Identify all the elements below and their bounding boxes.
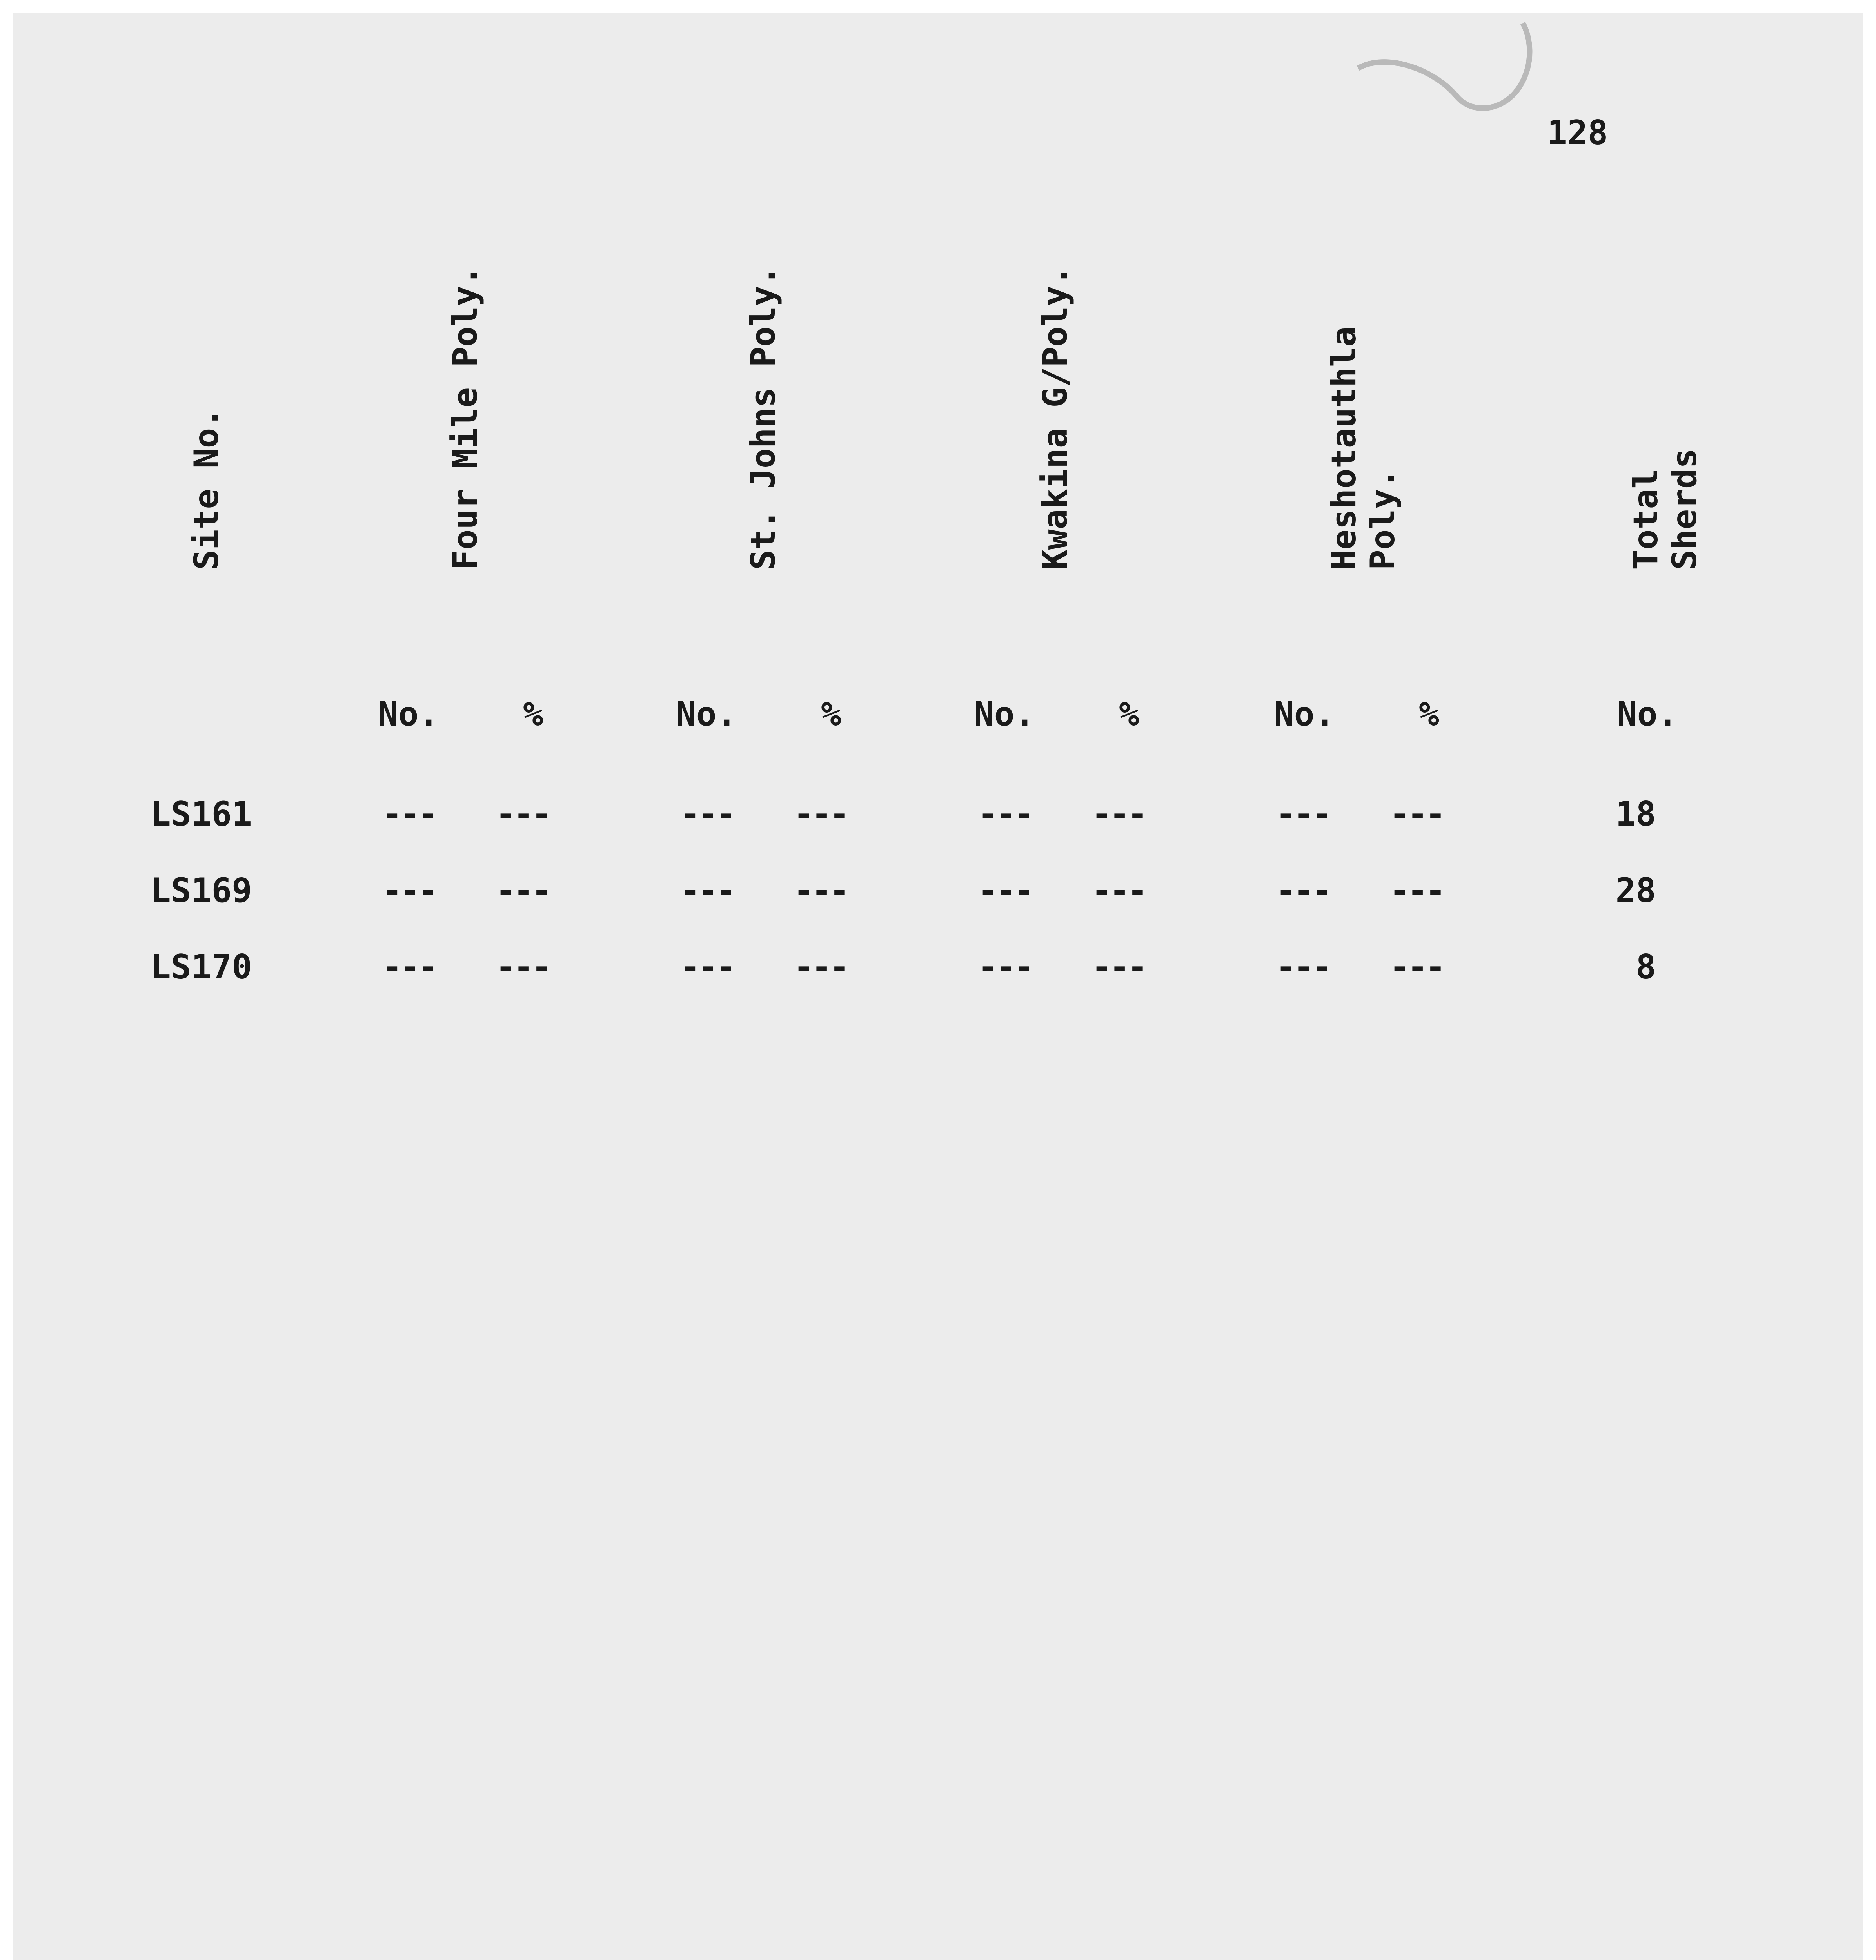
cell-dash: ---: [382, 947, 436, 987]
header-total-sherds: Total Sherds: [1626, 448, 1704, 570]
row-site: LS170: [151, 947, 252, 987]
subheader-no: No.: [974, 695, 1035, 734]
cell-dash: ---: [382, 795, 436, 834]
cell-dash: ---: [1276, 795, 1330, 834]
header-heshotauthla-poly: Heshotauthla Poly.: [1324, 326, 1402, 570]
cell-dash: ---: [496, 871, 550, 910]
row-total: 28: [1615, 871, 1656, 910]
cell-dash: ---: [1091, 795, 1146, 834]
subheader-pct: %: [821, 695, 841, 734]
cell-dash: ---: [794, 871, 848, 910]
cell-dash: ---: [382, 871, 436, 910]
cell-dash: ---: [1389, 947, 1444, 987]
cell-dash: ---: [496, 947, 550, 987]
row-site: LS161: [151, 795, 252, 834]
header-four-mile-poly: Four Mile Poly.: [446, 265, 485, 570]
subheader-pct: %: [1419, 695, 1439, 734]
cell-dash: ---: [1389, 871, 1444, 910]
subheader-pct: %: [523, 695, 543, 734]
cell-dash: ---: [680, 871, 734, 910]
row-total: 8: [1636, 947, 1656, 987]
row-total: 18: [1615, 795, 1656, 834]
header-site-no: Site No.: [187, 407, 226, 570]
cell-dash: ---: [794, 947, 848, 987]
header-kwakina-poly: Kwakina G/Poly.: [1036, 265, 1075, 570]
subheader-pct: %: [1119, 695, 1139, 734]
cell-dash: ---: [1276, 871, 1330, 910]
subheader-no: No.: [1274, 695, 1335, 734]
subheader-total-no: No.: [1617, 695, 1678, 734]
row-site: LS169: [151, 871, 252, 910]
cell-dash: ---: [1091, 947, 1146, 987]
cell-dash: ---: [794, 795, 848, 834]
paper-curl-mark: [1354, 21, 1558, 123]
cell-dash: ---: [1091, 871, 1146, 910]
cell-dash: ---: [496, 795, 550, 834]
page-number: 128: [1547, 113, 1608, 152]
cell-dash: ---: [978, 871, 1032, 910]
cell-dash: ---: [1389, 795, 1444, 834]
subheader-no: No.: [676, 695, 737, 734]
subheader-no: No.: [378, 695, 439, 734]
cell-dash: ---: [978, 947, 1032, 987]
cell-dash: ---: [680, 947, 734, 987]
cell-dash: ---: [680, 795, 734, 834]
header-st-johns-poly: St. Johns Poly.: [744, 265, 783, 570]
document-page: [13, 13, 1863, 1960]
cell-dash: ---: [1276, 947, 1330, 987]
cell-dash: ---: [978, 795, 1032, 834]
